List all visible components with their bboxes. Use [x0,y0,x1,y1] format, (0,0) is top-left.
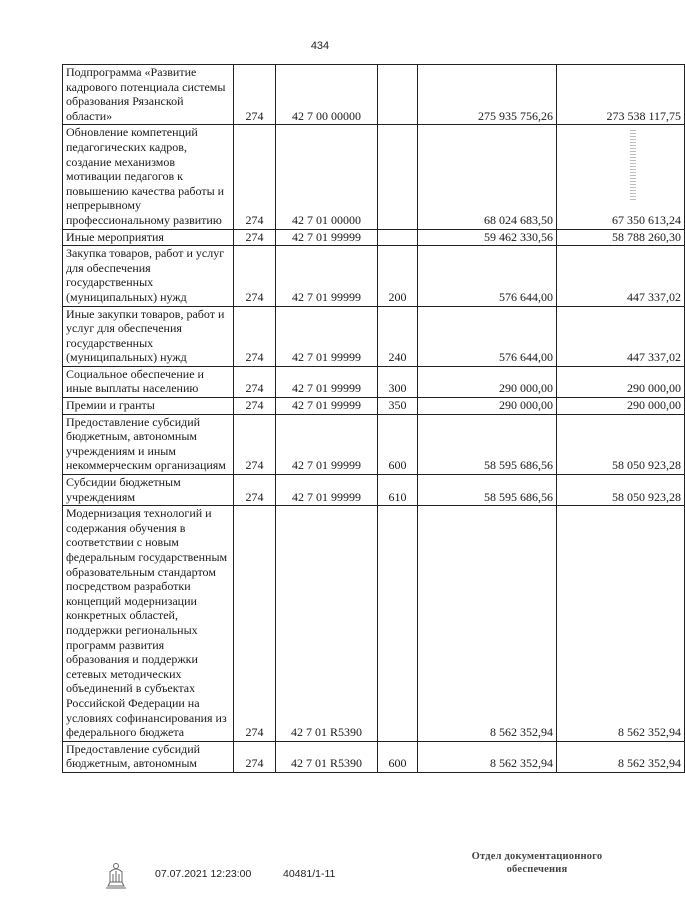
budget-table-body [63,65,685,773]
row-sum-2022-cell: 58 050 923,28 [557,475,685,506]
row-name-cell: Иные мероприятия [63,229,234,246]
row-sum-2022-cell: 447 337,02 [557,246,685,306]
table-row [63,414,685,474]
row-ved-cell: 274 [234,366,276,397]
row-vr-cell: 600 [378,741,418,772]
row-name-cell: Предоставление субсидий бюджетным, автономным учреждениям и иным некоммерческим организациям [63,414,234,474]
row-csr-cell: 42 7 01 R5390 [276,741,378,772]
row-vr-cell [378,125,418,229]
row-sum-2022-cell: 273 538 117,75 [557,65,685,125]
row-sum-2021-cell: 59 462 330,56 [418,229,557,246]
row-name-cell: Социальное обеспечение и иные выплаты населению [63,366,234,397]
stamp-line-1: Отдел документационного [471,851,603,862]
row-vr-cell: 240 [378,306,418,366]
row-sum-2021-cell: 58 595 686,56 [418,475,557,506]
row-sum-2022-cell: 8 562 352,94 [557,506,685,742]
row-sum-2021-cell: 58 595 686,56 [418,414,557,474]
row-ved-cell: 274 [234,306,276,366]
row-sum-2022-cell: 290 000,00 [557,398,685,415]
row-name-cell: Иные закупки товаров, работ и услуг для обеспечения государственных (муниципальных) нужд [63,306,234,366]
row-csr-cell: 42 7 01 99999 [276,475,378,506]
row-name-cell: Предоставление субсидий бюджетным, автономным [63,741,234,772]
row-csr-cell: 42 7 01 R5390 [276,506,378,742]
row-csr-cell: 42 7 01 99999 [276,246,378,306]
row-name-cell: Обновление компетенций педагогических кадров, создание механизмов мотивации педагогов к повышению качества работы и непрерывному профессиональному развитию [63,125,234,229]
row-ved-cell: 274 [234,398,276,415]
row-ved-cell: 274 [234,414,276,474]
row-sum-2022-cell: 8 562 352,94 [557,741,685,772]
table-row [63,366,685,397]
row-csr-cell: 42 7 01 99999 [276,414,378,474]
row-sum-2021-cell: 290 000,00 [418,366,557,397]
row-ved-cell: 274 [234,229,276,246]
row-ved-cell: 274 [234,125,276,229]
row-sum-2022-cell: 447 337,02 [557,306,685,366]
table-row [63,65,685,125]
row-sum-2022-cell: 290 000,00 [557,366,685,397]
department-stamp [452,850,622,876]
row-vr-cell: 600 [378,414,418,474]
row-ved-cell: 274 [234,741,276,772]
footer-registration-number: 40481/1-11 [283,868,336,880]
row-sum-2021-cell: 576 644,00 [418,246,557,306]
row-csr-cell: 42 7 01 99999 [276,398,378,415]
page-number: 434 [310,40,330,52]
row-csr-cell: 42 7 00 00000 [276,65,378,125]
row-vr-cell: 300 [378,366,418,397]
table-row [63,741,685,772]
stamp-line-2: обеспечения [506,864,568,875]
row-csr-cell: 42 7 01 99999 [276,306,378,366]
row-name-cell: Подпрограмма «Развитие кадрового потенциала системы образования Рязанской области» [63,65,234,125]
row-name-cell: Премии и гранты [63,398,234,415]
row-vr-cell [378,229,418,246]
budget-table [62,64,685,773]
row-sum-2022-cell: 67 350 613,24 [557,125,685,229]
row-name-cell: Модернизация технологий и содержания обучения в соответствии с новым федеральным государственным образовательным стандартом посредством разработки концепций модернизации конкретных областей, поддержки региональных программ развития образования и поддержки сетевых методических объединений в субъектах Российской Федерации на условиях софинансирования из федерального бюджета [63,506,234,742]
table-row [63,246,685,306]
coat-of-arms-icon [100,858,132,890]
row-vr-cell: 200 [378,246,418,306]
row-ved-cell: 274 [234,506,276,742]
row-sum-2021-cell: 8 562 352,94 [418,506,557,742]
row-sum-2021-cell: 8 562 352,94 [418,741,557,772]
row-vr-cell: 350 [378,398,418,415]
table-row [63,229,685,246]
row-vr-cell [378,65,418,125]
table-row [63,398,685,415]
row-ved-cell: 274 [234,65,276,125]
row-name-cell: Закупка товаров, работ и услуг для обеспечения государственных (муниципальных) нужд [63,246,234,306]
row-vr-cell: 610 [378,475,418,506]
table-row [63,506,685,742]
row-sum-2022-cell: 58 788 260,30 [557,229,685,246]
table-row [63,125,685,229]
row-ved-cell: 274 [234,246,276,306]
row-csr-cell: 42 7 01 00000 [276,125,378,229]
row-sum-2021-cell: 290 000,00 [418,398,557,415]
table-row [63,306,685,366]
page-footer [0,851,640,898]
row-name-cell: Субсидии бюджетным учреждениям [63,475,234,506]
row-csr-cell: 42 7 01 99999 [276,366,378,397]
row-sum-2021-cell: 576 644,00 [418,306,557,366]
footer-date: 07.07.2021 12:23:00 [155,868,252,880]
row-vr-cell [378,506,418,742]
table-row [63,475,685,506]
row-sum-2021-cell: 275 935 756,26 [418,65,557,125]
row-sum-2022-cell: 58 050 923,28 [557,414,685,474]
row-csr-cell: 42 7 01 99999 [276,229,378,246]
row-ved-cell: 274 [234,475,276,506]
row-sum-2021-cell: 68 024 683,50 [418,125,557,229]
